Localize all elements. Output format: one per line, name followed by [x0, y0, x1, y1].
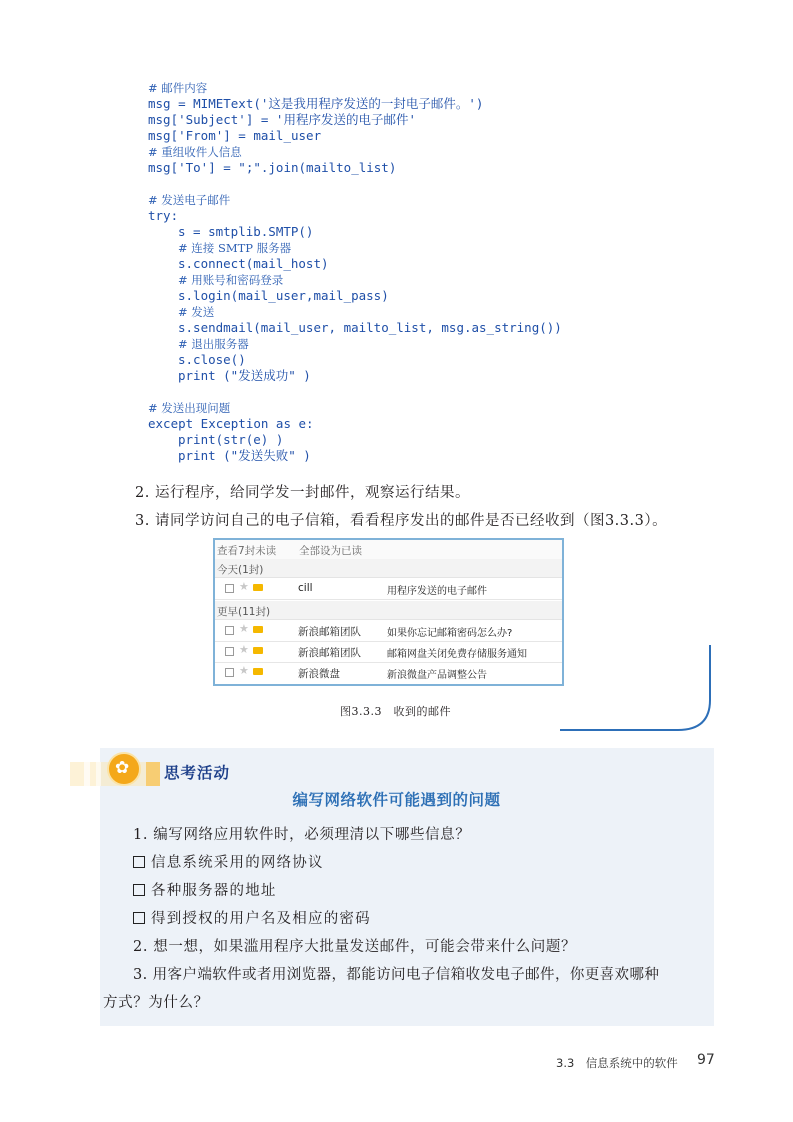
page-number: 97	[697, 1052, 715, 1068]
code-line: s = smtplib.SMTP()	[178, 224, 314, 239]
code-comment: # 退出服务器	[178, 337, 249, 351]
question-3-continued: 方式？为什么？	[103, 995, 209, 1011]
code-comment: # 连接 SMTP 服务器	[178, 241, 292, 255]
mail-row[interactable]	[215, 578, 562, 600]
code-line: msg = MIMEText('这是我用程序发送的一封电子邮件。')	[148, 96, 484, 111]
inbox-toolbar	[215, 540, 562, 560]
option-credentials	[133, 907, 371, 928]
envelope-icon	[253, 647, 263, 654]
star-icon[interactable]: ★	[239, 643, 249, 656]
mail-inbox-figure	[213, 538, 564, 686]
mail-row[interactable]	[215, 662, 562, 683]
group-label: 今天(1封)	[217, 564, 264, 576]
code-line: msg['Subject'] = '用程序发送的电子邮件'	[148, 112, 416, 127]
code-line: try:	[148, 208, 179, 223]
checkbox[interactable]	[225, 626, 234, 635]
group-today	[215, 559, 562, 578]
mail-row[interactable]	[215, 641, 562, 663]
code-line: msg['To'] = ";".join(mailto_list)	[148, 160, 397, 175]
figure-caption: 图3.3.3 收到的邮件	[340, 705, 451, 718]
envelope-icon	[253, 668, 263, 675]
code-line: s.login(mail_user,mail_pass)	[178, 288, 389, 303]
star-icon[interactable]: ★	[239, 580, 249, 593]
question-3: 3. 用客户端软件或者用浏览器，都能访问电子信箱收发电子邮件，你更喜欢哪种	[133, 967, 660, 983]
star-icon[interactable]: ★	[239, 664, 249, 677]
view-unread-link[interactable]: 查看7封未读	[217, 545, 277, 557]
question-1: 1. 编写网络应用软件时，必须理清以下哪些信息？	[133, 827, 471, 843]
mark-all-read-link[interactable]: 全部设为已读	[299, 545, 362, 557]
checkbox[interactable]	[225, 584, 234, 593]
envelope-icon	[253, 626, 263, 633]
step-3: 3. 请同学访问自己的电子信箱，看看程序发出的邮件是否已经收到（图3.3.3）。	[135, 513, 668, 529]
code-line: s.close()	[178, 352, 246, 367]
mail-subject[interactable]: 邮箱网盘关闭免费存储服务通知	[387, 649, 527, 660]
code-line: s.connect(mail_host)	[178, 256, 329, 271]
option-protocol	[133, 851, 324, 872]
code-line: print(str(e) )	[178, 432, 284, 447]
option-text: 信息系统采用的网络协议	[151, 855, 324, 871]
code-comment: # 邮件内容	[148, 81, 208, 95]
footer-section-title: 3.3 信息系统中的软件	[556, 1056, 678, 1070]
code-line: msg['From'] = mail_user	[148, 128, 322, 143]
mail-sender: 新浪邮箱团队	[298, 626, 361, 638]
code-line: print ("发送失败" )	[178, 448, 311, 463]
group-label: 更早(11封)	[217, 606, 271, 618]
mail-row[interactable]	[215, 620, 562, 642]
checkbox-square[interactable]	[133, 856, 145, 868]
code-comment: # 重组收件人信息	[148, 145, 242, 159]
thinking-activity-icon: ✿	[107, 752, 141, 786]
option-server-address	[133, 879, 277, 900]
mail-sender: 新浪微盘	[298, 668, 340, 680]
option-text: 各种服务器的地址	[151, 883, 277, 899]
star-icon[interactable]: ★	[239, 622, 249, 635]
activity-subtitle: 编写网络软件可能遇到的问题	[292, 791, 501, 809]
code-comment: # 发送电子邮件	[148, 193, 231, 207]
checkbox-square[interactable]	[133, 912, 145, 924]
question-2: 2. 想一想，如果滥用程序大批量发送邮件，可能会带来什么问题？	[133, 939, 577, 955]
group-earlier	[215, 601, 562, 620]
mail-subject[interactable]: 用程序发送的电子邮件	[387, 586, 487, 597]
mail-subject[interactable]: 新浪微盘产品调整公告	[387, 670, 487, 681]
mail-subject[interactable]: 如果你忘记邮箱密码怎么办?	[387, 628, 513, 639]
checkbox[interactable]	[225, 668, 234, 677]
mail-sender: cill	[298, 582, 313, 594]
step-2: 2. 运行程序，给同学发一封邮件，观察运行结果。	[135, 485, 470, 501]
code-comment: # 用账号和密码登录	[178, 273, 284, 287]
code-line: print ("发送成功" )	[178, 368, 311, 383]
code-line: s.sendmail(mail_user, mailto_list, msg.as_string())	[178, 320, 562, 335]
code-comment: # 发送	[178, 305, 215, 319]
code-comment: # 发送出现问题	[148, 401, 231, 415]
checkbox-square[interactable]	[133, 884, 145, 896]
envelope-icon	[253, 584, 263, 591]
activity-label: 思考活动	[164, 764, 231, 782]
decorative-curve	[560, 645, 720, 735]
code-line: except Exception as e:	[148, 416, 314, 431]
checkbox[interactable]	[225, 647, 234, 656]
mail-sender: 新浪邮箱团队	[298, 647, 361, 659]
option-text: 得到授权的用户名及相应的密码	[151, 911, 371, 927]
